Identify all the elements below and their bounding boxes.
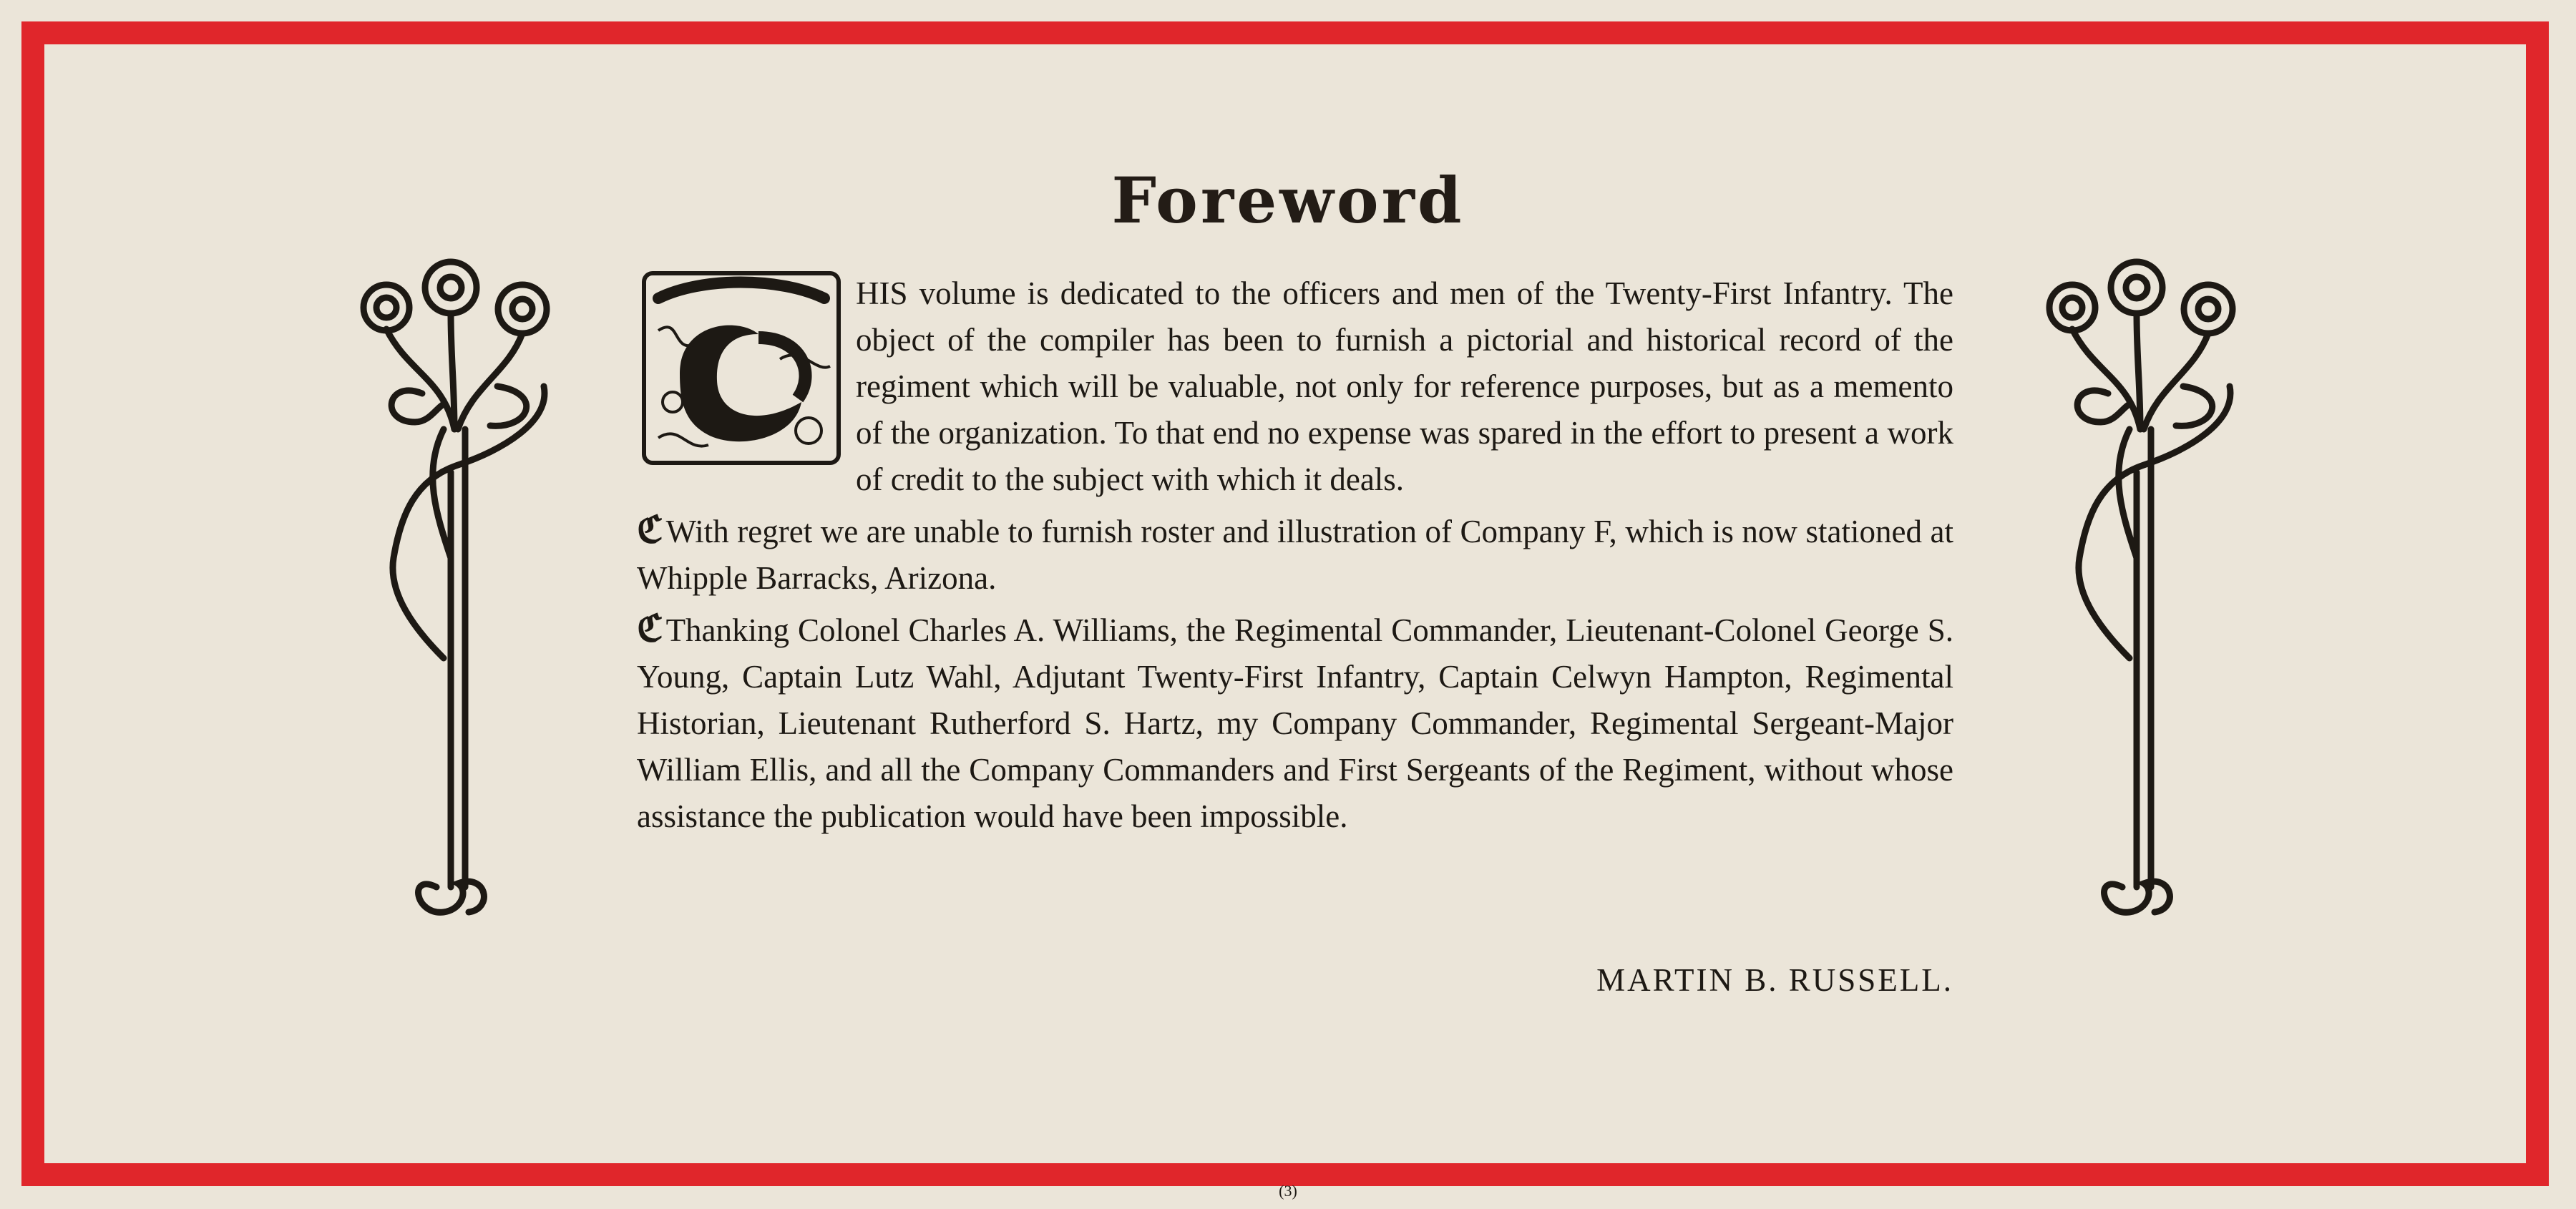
paragraph-1-text: HIS volume is dedicated to the officers and men of the Twenty-First Infantry. The object of the compiler has been to furnish a pictorial and historical record of the regiment which will be valuable, not only for reference purposes, but as a memento of the organization. To that end no expense was spared in the effort to present a work of credit to the subject with which it deals.: [856, 275, 1953, 497]
pilcrow-icon: ℭ: [637, 510, 663, 551]
ornate-initial-t-icon: [637, 266, 846, 470]
paragraph-3: [637, 606, 1953, 840]
paragraph-3-text: Thanking Colonel Charles A. Williams, the Regimental Commander, Lieutenant-Colonel George S. Young, Captain Lutz Wahl, Adjutant Twenty-First Infantry, Captain Celwyn Hampton, Regimental Historian, Lieutenant Rutherford S. Hartz, my Company Commander, Regimental Sergeant-Major William Ellis, and all the Company Commanders and First Sergeants of the Regiment, without whose assistance the publication would have been impossible.: [637, 612, 1953, 834]
floral-column-ornament-icon: [336, 258, 572, 930]
page-number: (3): [1279, 1182, 1297, 1200]
author-signature: MARTIN B. RUSSELL.: [1596, 962, 1953, 998]
page-title: Foreword: [1111, 163, 1465, 238]
floral-column-ornament-icon: [2022, 258, 2258, 930]
paragraph-2: [637, 507, 1953, 602]
paragraph-1: [637, 270, 1953, 503]
pilcrow-icon: ℭ: [637, 609, 663, 650]
paragraph-2-text: With regret we are unable to furnish roster and illustration of Company F, which is now stationed at Whipple Barracks, Arizona.: [637, 514, 1953, 596]
foreword-body: [637, 270, 1953, 844]
